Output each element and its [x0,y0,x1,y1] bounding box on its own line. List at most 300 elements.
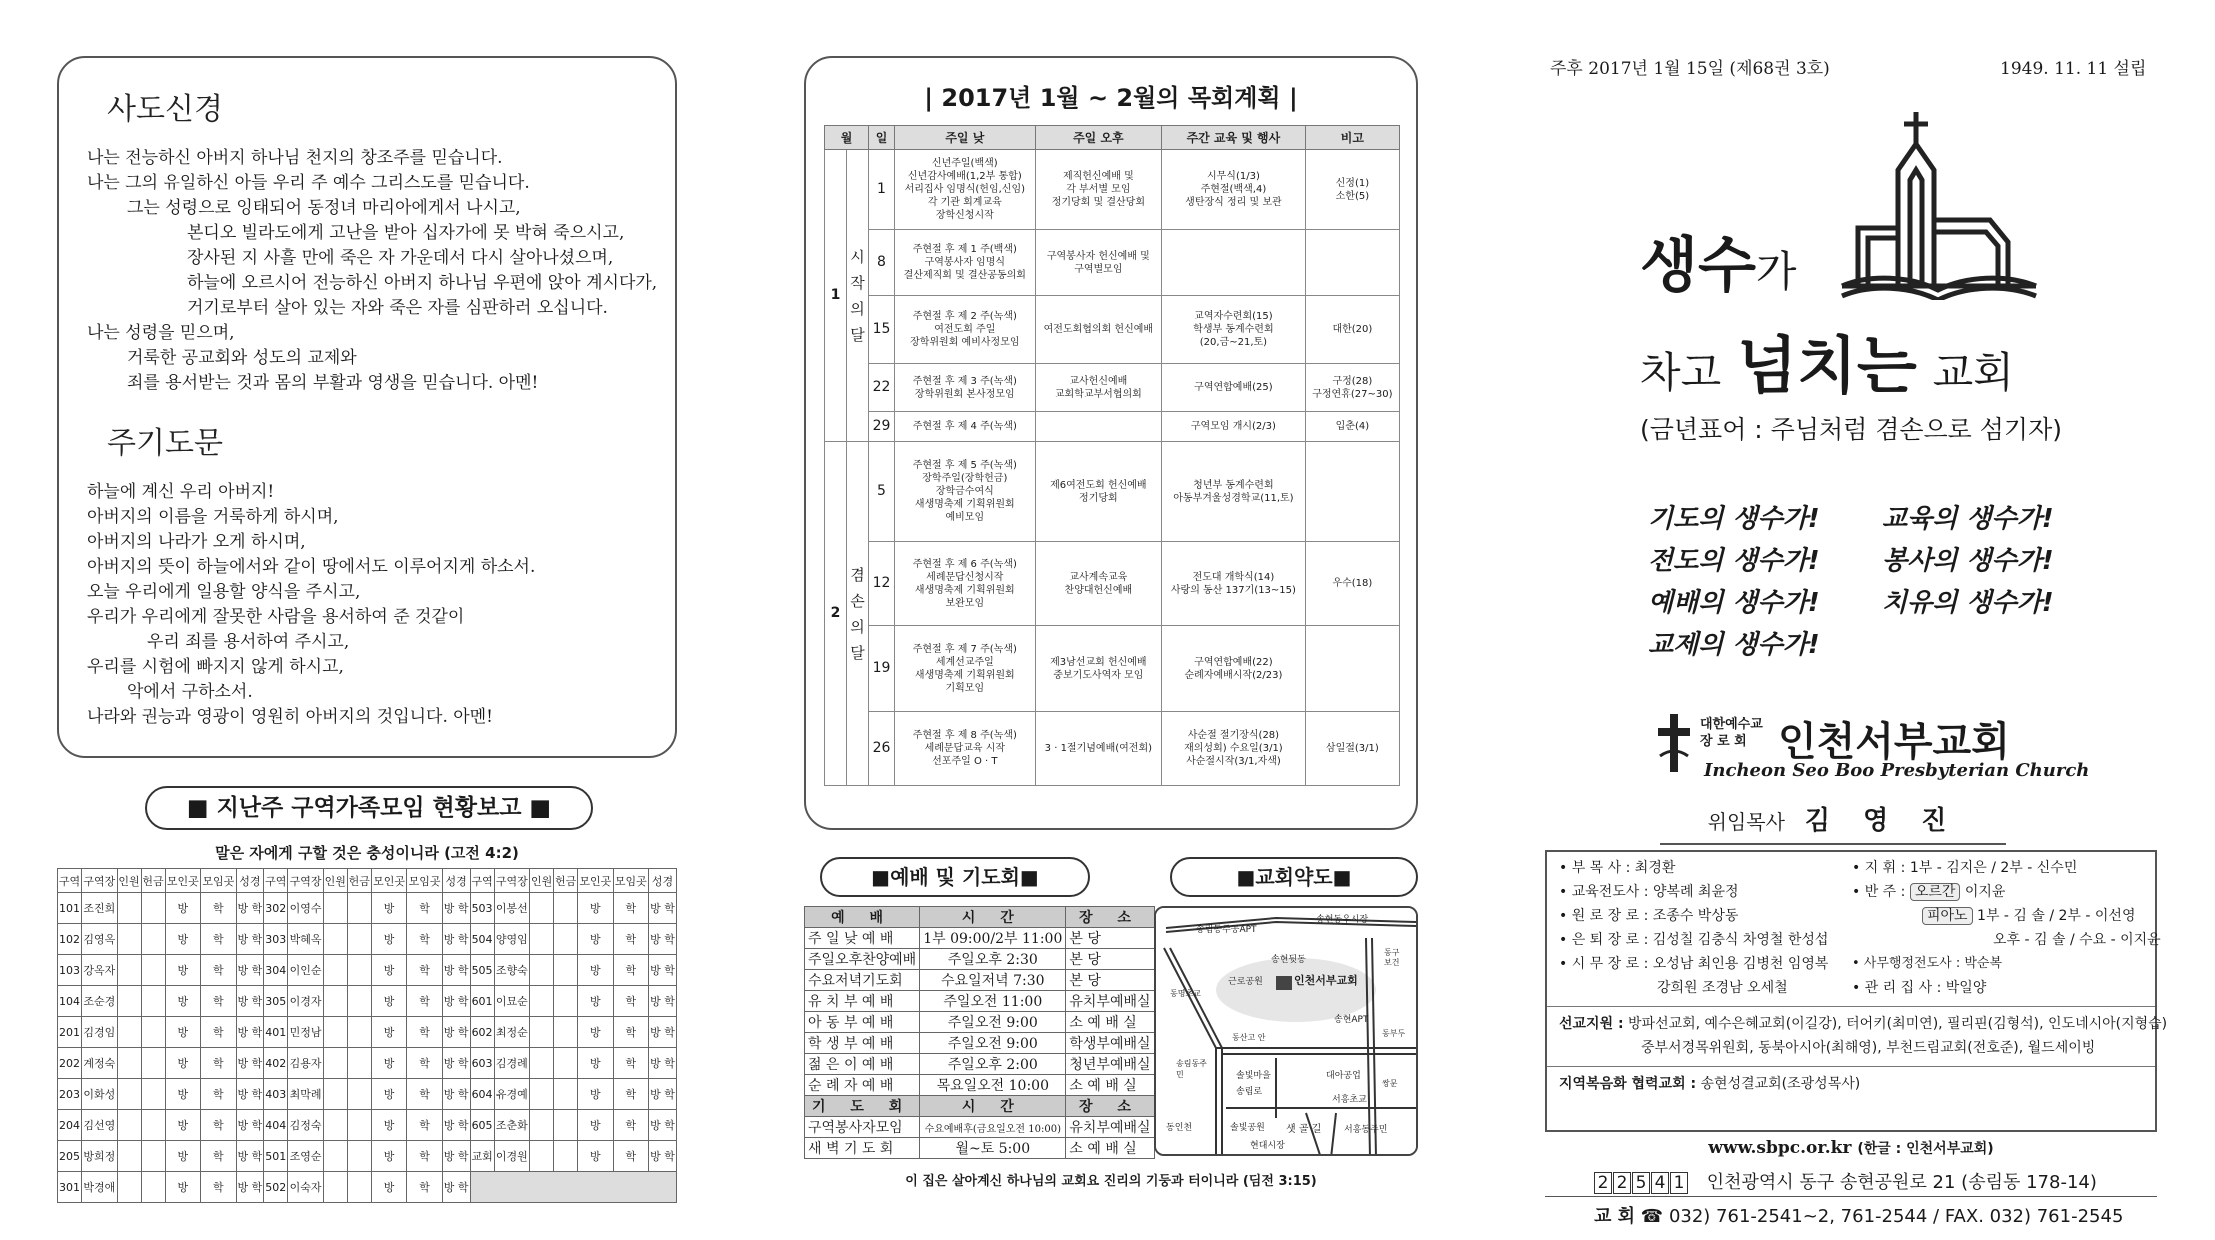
table-cell: 이숙자 [288,1172,323,1203]
schedule-header: 주간 교육 및 행사 [1162,126,1306,150]
cell-header: 모임곳 [613,869,648,893]
table-cell: 방 학 [236,1110,264,1141]
table-cell: 방 [578,955,613,986]
staff-line: • 교육전도사 : 양복례 최윤정 [1559,884,1739,900]
table-cell: 방 학 [442,1141,470,1172]
table-cell: 학 [613,1141,648,1172]
table-cell: 방 학 [236,1048,264,1079]
table-cell: 방 [165,955,200,986]
table-cell: 조춘화 [494,1110,529,1141]
schedule-after: 교사헌신예배 교회학교부서협의회 [1035,364,1161,412]
church-name-en: Incheon Seo Boo Presbyterian Church [1704,760,2090,781]
staff-box [1545,850,2168,1132]
table-cell: 방 학 [442,1079,470,1110]
table-cell: 204 [58,1110,82,1141]
prayer-line: 나라와 권능과 영광이 영원히 아버지의 것입니다. 아멘! [87,707,493,727]
worship-row [805,1117,1155,1138]
worship-cell: 주일오전 9:00 [920,1033,1066,1054]
table-cell [141,1172,165,1203]
table-cell [530,1079,554,1110]
table-cell: 학 [407,924,442,955]
table-cell [323,1079,347,1110]
table-cell: 이경원 [494,1141,529,1172]
table-cell: 최막례 [288,1079,323,1110]
table-cell: 양영임 [494,924,529,955]
worship-cell: 유치부예배실 [1066,991,1154,1012]
phone-icon: ☎ [1640,1206,1664,1227]
table-cell [323,1141,347,1172]
cell-header: 헌금 [554,869,578,893]
cell-header: 모인곳 [165,869,200,893]
cell-header: 모인곳 [578,869,613,893]
table-cell: 502 [264,1172,288,1203]
cross-logo-icon [1656,712,1692,774]
table-cell [530,1110,554,1141]
schedule-note: 대한(20) [1305,296,1399,364]
staff-line: 강희원 조경남 오세철 [1657,980,1788,996]
cell-report-verse: 말은 자에게 구할 것은 충성이니라 (고전 4:2) [215,844,519,862]
table-cell: 김정숙 [288,1110,323,1141]
schedule-noon: 주현절 후 제 1 주(백색) 구역봉사자 임명식 결산제직회 및 결산공동의회 [895,230,1036,296]
table-cell [117,1141,141,1172]
schedule-header: 일 [869,126,895,150]
regional-line [1559,1074,1860,1094]
table-cell: 방 학 [442,1017,470,1048]
table-cell [117,893,141,924]
table-cell: 방 [371,1172,406,1203]
schedule-after: 구역봉사자 헌신예배 및 구역별모임 [1035,230,1161,296]
worship-row [805,1075,1155,1096]
worship-cell: 구역봉사자모임 [805,1117,920,1138]
staff-line: • 사무행정전도사 : 박순복 [1852,956,2003,971]
organ-tag: 오르간 [1910,883,1961,901]
piano-tag: 피아노 [1922,907,1973,925]
table-cell: 202 [58,1048,82,1079]
table-cell: 김영옥 [82,924,117,955]
cell-header: 구역 [264,869,288,893]
worship-cell: 젊 은 이 예 배 [805,1054,920,1075]
table-cell: 301 [58,1172,82,1203]
table-cell: 학 [201,1172,236,1203]
worship-header: 시 간 [920,1096,1066,1117]
pastor-name: 김 영 진 [1804,806,1959,836]
table-cell: 304 [264,955,288,986]
table-cell: 학 [407,893,442,924]
creed-title: 사도신경 [107,92,223,127]
table-cell [554,955,578,986]
table-cell [323,986,347,1017]
table-cell: 학 [201,955,236,986]
cell-report-title: ■ 지난주 구역가족모임 현황보고 ■ [145,786,593,830]
creed-line: 거룩한 공교회와 성도의 교제와 [127,348,357,368]
worship-cell: 주일오후찬양예배 [805,949,920,970]
table-cell: 이인순 [288,955,323,986]
table-cell: 학 [613,955,648,986]
table-cell: 방 학 [236,924,264,955]
table-cell [530,955,554,986]
table-cell: 방 [165,1079,200,1110]
table-cell: 방 학 [442,893,470,924]
table-cell [141,1048,165,1079]
table-cell: 학 [407,1172,442,1203]
creed-line: 그는 성령으로 잉태되어 동정녀 마리아에게서 나시고, [127,198,521,218]
schedule-note: 신정(1) 소한(5) [1305,150,1399,230]
table-cell: 민정남 [288,1017,323,1048]
table-cell: 601 [470,986,494,1017]
schedule-note: 구정(28) 구정연휴(27~30) [1305,364,1399,412]
table-cell: 방 [371,893,406,924]
table-cell: 303 [264,924,288,955]
table-cell [141,893,165,924]
schedule-row [825,442,1400,542]
table-cell [347,986,371,1017]
table-row [58,1172,677,1203]
schedule-row [825,364,1400,412]
schedule-week: 시무식(1/3) 주현절(백색,4) 생탄장식 정리 및 보관 [1162,150,1306,230]
table-cell: 방 [578,1141,613,1172]
worship-cell: 본 당 [1066,970,1154,991]
schedule-note [1305,230,1399,296]
website-url[interactable]: www.sbpc.or.kr [1708,1138,1852,1158]
staff-line: • 시 무 장 로 : 오성남 최인용 김병천 임영복 [1559,956,1829,972]
denomination-line-1: 대한예수교 [1700,717,1763,732]
schedule-day: 1 [869,150,895,230]
table-cell: 방 [578,1017,613,1048]
worship-header-row [805,907,1155,928]
schedule-week: 교역자수련회(15) 학생부 동계수련회 (20,금~21,토) [1162,296,1306,364]
table-cell: 방 [371,1110,406,1141]
cell-report-table [57,868,677,1203]
phone-label: 교 회 [1594,1206,1636,1227]
table-cell: 403 [264,1079,288,1110]
schedule-week [1162,230,1306,296]
table-cell [323,924,347,955]
worship-cell: 수요예배후(금요일오전 10:00) [920,1117,1066,1138]
staff-line [1852,882,2005,902]
table-cell: 학 [201,1110,236,1141]
worship-header: 기 도 회 [805,1096,920,1117]
table-cell: 방 학 [649,893,677,924]
table-row [58,1048,677,1079]
schedule-noon: 주현절 후 제 4 주(녹색) [895,412,1036,442]
worship-cell: 청년부예배실 [1066,1054,1154,1075]
schedule-day: 29 [869,412,895,442]
table-row [58,1079,677,1110]
schedule-noon: 주현절 후 제 5 주(녹색) 장학주일(장학헌금) 장학금수여식 새생명축제 기획위원회 예비모임 [895,442,1036,542]
schedule-row [825,150,1400,230]
table-cell: 방 [371,1141,406,1172]
sub-slogan: 예배의 생수가! [1648,588,1820,618]
table-cell: 604 [470,1079,494,1110]
sub-slogan: 전도의 생수가! [1648,546,1820,576]
table-cell: 최정순 [494,1017,529,1048]
table-cell: 방 [578,986,613,1017]
worship-cell: 본 당 [1066,928,1154,949]
table-cell: 302 [264,893,288,924]
schedule-noon: 주현절 후 제 8 주(녹색) 세례문답교육 시작 선포주일 O · T [895,712,1036,786]
table-cell [117,1017,141,1048]
table-cell: 방 학 [442,1110,470,1141]
address-line [1594,1168,2097,1194]
cell-header: 구역장 [494,869,529,893]
table-cell: 방 학 [442,924,470,955]
table-cell [554,1048,578,1079]
schedule-after: 제직헌신예배 및 각 부서별 모임 정기당회 및 결산당회 [1035,150,1161,230]
table-cell [141,1110,165,1141]
worship-row [805,949,1155,970]
creed-line: 나는 그의 유일하신 아들 우리 주 예수 그리스도를 믿습니다. [87,173,530,193]
prayer-line: 우리 죄를 용서하여 주시고, [147,632,350,652]
zip-digit: 5 [1632,1172,1650,1194]
map-label: 동명초교 [1170,989,1201,998]
cell-header: 모임곳 [201,869,236,893]
table-cell [347,893,371,924]
staff-line [1922,906,2136,926]
table-cell: 방 [578,893,613,924]
table-cell: 방 학 [649,924,677,955]
worship-row [805,1033,1155,1054]
table-cell [347,1110,371,1141]
worship-row [805,1054,1155,1075]
table-row [58,986,677,1017]
zip-digit: 1 [1670,1172,1688,1194]
map-label: 송현뒷동 [1271,955,1306,965]
table-cell [554,893,578,924]
table-cell [347,924,371,955]
schedule-table [824,125,1400,786]
slogan-bold-1: 생수 [1640,231,1756,301]
worship-cell: 주일오후 2:30 [920,949,1066,970]
prayer-line: 오늘 우리에게 일용할 양식을 주시고, [87,582,361,602]
prayer-title: 주기도문 [107,426,223,461]
table-cell [530,1048,554,1079]
table-cell [530,1141,554,1172]
table-cell: 학 [201,1141,236,1172]
map-label: 샛 골 길 [1286,1124,1322,1135]
table-cell: 방 [578,1048,613,1079]
cell-header: 성경 [236,869,264,893]
prayer-line: 악에서 구하소서. [127,682,253,702]
table-cell: 학 [407,1079,442,1110]
map-label: 동구보건 [1384,948,1400,967]
schedule-noon: 주현절 후 제 2 주(녹색) 여전도회 주일 장학위원회 예비사정모임 [895,296,1036,364]
table-cell: 505 [470,955,494,986]
worship-cell: 순 례 자 예 배 [805,1075,920,1096]
map-label: 동부두 [1382,1029,1406,1038]
phone-line [1594,1202,2123,1228]
worship-cell: 주일오후 2:00 [920,1054,1066,1075]
accomp-label: • 반 주 : [1852,884,1906,900]
table-cell: 학 [201,893,236,924]
table-cell: 교회 [470,1141,494,1172]
church-name-kr: 인천서부교회 [1778,719,2010,765]
slogan-c: 교회 [1932,348,2014,397]
prayer-line: 우리를 시험에 빠지지 않게 하시고, [87,657,344,677]
cell-header: 구역장 [82,869,117,893]
table-cell: 방 [578,1110,613,1141]
schedule-day: 12 [869,542,895,626]
table-cell: 방 [371,955,406,986]
table-cell: 강옥자 [82,955,117,986]
cell-header: 성경 [442,869,470,893]
table-cell: 조진희 [82,893,117,924]
table-cell [554,1110,578,1141]
schedule-noon: 주현절 후 제 6 주(녹색) 세례문답신청시작 새생명축제 기획위원회 보완모임 [895,542,1036,626]
worship-row [805,970,1155,991]
table-cell [554,1079,578,1110]
schedule-header: 주일 낮 [895,126,1036,150]
table-cell: 501 [264,1141,288,1172]
slogan-bold-2: 넘치는 [1737,329,1917,402]
church-map [1154,906,1418,1156]
map-label: 송현동우시장 [1316,915,1369,925]
table-cell [530,1017,554,1048]
table-cell: 학 [407,1141,442,1172]
schedule-week: 청년부 동계수련회 아동부겨울성경학교(11,토) [1162,442,1306,542]
staff-line: • 은 퇴 장 로 : 김성칠 김충식 차영철 한성섭 [1559,932,1829,948]
table-cell: 602 [470,1017,494,1048]
organ-name: 이지윤 [1964,884,2006,900]
table-cell: 이봉선 [494,893,529,924]
map-label: 송림로 [1236,1087,1263,1097]
worship-table [804,906,1155,1159]
schedule-week: 구역연합예배(22) 순례자예배시작(2/23) [1162,626,1306,712]
table-cell: 101 [58,893,82,924]
prayer-line: 하늘에 계신 우리 아버지! [87,482,275,502]
cell-header: 헌금 [141,869,165,893]
table-cell: 방 [165,1048,200,1079]
table-cell: 조향숙 [494,955,529,986]
schedule-noon: 주현절 후 제 7 주(녹색) 세계선교주일 새생명축제 기획위원회 기획모임 [895,626,1036,712]
worship-cell: 주 일 낮 예 배 [805,928,920,949]
website [1545,1138,2157,1158]
table-cell: 203 [58,1079,82,1110]
table-cell: 박경애 [82,1172,117,1203]
table-cell: 205 [58,1141,82,1172]
table-cell: 학 [407,1048,442,1079]
map-label: 근로공원 [1228,977,1263,987]
table-cell [347,1079,371,1110]
staff-line: • 원 로 장 로 : 조종수 박상동 [1559,908,1739,924]
map-label: 송림동주공APT [1196,925,1257,935]
church-logo-icon [1840,110,2040,300]
table-row [58,1110,677,1141]
map-label: 송현APT [1334,1015,1369,1025]
map-church-label: 인천서부교회 [1294,974,1358,987]
schedule-noon: 신년주일(백색) 신년감사예배(1,2부 통합) 서리집사 임명식(헌임,신임) 각 기관 회계교육 장학신청시작 [895,150,1036,230]
worship-cell: 주일오전 11:00 [920,991,1066,1012]
table-cell: 방 [165,924,200,955]
table-cell: 이영수 [288,893,323,924]
table-cell: 학 [407,1110,442,1141]
table-cell: 학 [201,924,236,955]
table-cell: 방 [371,924,406,955]
schedule-row [825,712,1400,786]
map-label: 동인천 [1166,1123,1193,1133]
table-cell [347,1172,371,1203]
creed-line: 본디오 빌라도에게 고난을 받아 십자가에 못 박혀 죽으시고, [187,223,625,243]
table-cell: 유경예 [494,1079,529,1110]
staff-line: • 지 휘 : 1부 - 김지은 / 2부 - 신수민 [1852,860,2078,876]
schedule-day: 26 [869,712,895,786]
table-cell: 학 [613,1017,648,1048]
slogan-rest-1: 가 [1755,247,1797,296]
table-cell: 조영순 [288,1141,323,1172]
table-cell: 404 [264,1110,288,1141]
schedule-week: 구역연합예배(25) [1162,364,1306,412]
table-cell [141,955,165,986]
schedule-after: 제3남선교회 헌신예배 중보기도사역자 모임 [1035,626,1161,712]
table-cell: 방 학 [649,986,677,1017]
creed-line: 나는 성령을 믿으며, [87,323,235,343]
pastor-label: 위임목사 [1707,810,1785,834]
table-cell: 박혜옥 [288,924,323,955]
table-row [58,893,677,924]
table-cell: 방 [165,1172,200,1203]
schedule-title: | 2017년 1월 ~ 2월의 목회계획 | [924,84,1298,112]
map-label: 서흥초교 [1332,1095,1367,1105]
schedule-note: 삼일절(3/1) [1305,712,1399,786]
schedule-month-label: 시작의달 [847,150,869,442]
table-cell: 방 학 [236,1172,264,1203]
founded-date: 1949. 11. 11 설립 [2000,59,2147,79]
table-cell: 조순경 [82,986,117,1017]
table-cell [347,1017,371,1048]
worship-cell: 본 당 [1066,949,1154,970]
slogan-a: 차고 [1640,348,1722,397]
slogan-line-2 [1640,316,2014,405]
year-motto: (금년표어 : 주님처럼 겸손으로 섬기자) [1640,415,2062,444]
mission-list: 방파선교회, 예수은혜교회(이길강), 터어키(최미연), 필리핀(김형석), 인도네시아(지형습) [1628,1016,2168,1032]
staff-line: • 부 목 사 : 최경환 [1559,860,1676,876]
map-label: 동산고 안 [1232,1033,1266,1042]
map-drawing [1156,908,1418,1156]
sub-slogan: 기도의 생수가! [1648,504,1820,534]
table-cell: 방 [578,924,613,955]
table-cell [117,1048,141,1079]
table-cell [117,986,141,1017]
table-cell: 학 [201,1079,236,1110]
table-cell: 201 [58,1017,82,1048]
table-cell [323,893,347,924]
website-note: (한글 : 인천서부교회) [1857,1141,1994,1157]
cell-header: 인원 [323,869,347,893]
creed-line: 거기로부터 살아 있는 자와 죽은 자를 심판하러 오십니다. [187,298,608,318]
table-cell: 305 [264,986,288,1017]
mission-label: 선교지원 : [1559,1016,1624,1032]
creed-line: 하늘에 오르시어 전능하신 아버지 하나님 우편에 앉아 계시다가, [187,273,658,293]
schedule-row [825,542,1400,626]
table-cell [530,986,554,1017]
table-cell: 605 [470,1110,494,1141]
table-cell [141,1141,165,1172]
table-cell: 학 [613,893,648,924]
table-cell: 방 학 [236,955,264,986]
worship-row [805,928,1155,949]
table-cell: 103 [58,955,82,986]
cell-header: 성경 [649,869,677,893]
prayer-line: 아버지의 이름을 거룩하게 하시며, [87,507,339,527]
prayer-line: 아버지의 나라가 오게 하시며, [87,532,306,552]
table-cell: 이경자 [288,986,323,1017]
table-cell [141,924,165,955]
table-cell: 학 [407,1017,442,1048]
worship-row [805,1012,1155,1033]
table-cell: 방 학 [442,986,470,1017]
worship-header: 장 소 [1066,907,1154,928]
mission-line-2: 중부서경목위원회, 동북아시아(최해영), 부천드림교회(전호준), 월드세이빙 [1641,1040,2096,1056]
schedule-day: 5 [869,442,895,542]
